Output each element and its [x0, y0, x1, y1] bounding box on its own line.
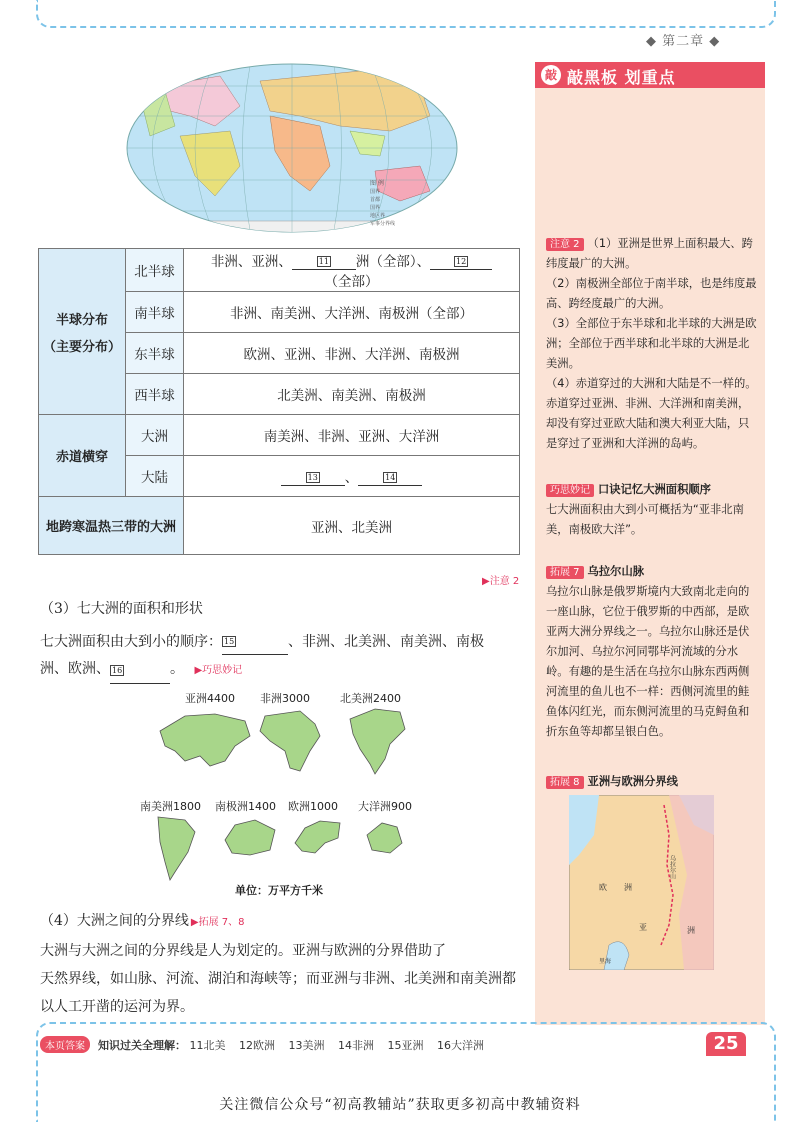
section3-heading: （3）七大洲的面积和形状 — [40, 601, 203, 617]
answer-item: 16大洋洲 — [437, 1039, 484, 1052]
europe-shape — [290, 813, 345, 858]
legend-title: 图 例 — [370, 180, 384, 187]
answer-blank-16[interactable]: 16 — [110, 657, 170, 684]
section3-line2: 洲、欧洲、 16 。 ▶巧思妙记 — [40, 656, 525, 684]
row-label-landmass: 大陆 — [126, 456, 184, 497]
page-number: 25 — [706, 1032, 746, 1056]
continent-label-asia: 亚洲4400 — [185, 692, 235, 705]
legend-item: 国界 — [370, 205, 381, 211]
continent-shapes-figure — [130, 690, 450, 900]
antarctica-shape — [220, 815, 280, 860]
row-east-content: 欧洲、亚洲、非洲、大洋洲、南极洲 — [184, 333, 520, 374]
bottom-promo-note: 关注微信公众号“初高教辅站”获取更多初高中教辅资料 — [219, 1097, 581, 1113]
map-label-caspian: 里海 — [599, 958, 612, 965]
oceania-shape — [362, 815, 407, 860]
area-unit-label: 单位：万平方千米 — [235, 884, 323, 897]
answer-blank-13[interactable]: 13 — [281, 469, 345, 486]
section4-line3: 以人工开凿的运河为界。 — [40, 999, 194, 1015]
answer-bar — [40, 1036, 700, 1058]
legend-item: 地区界 — [370, 213, 386, 219]
answer-item: 14非洲 — [338, 1039, 374, 1052]
sidebar-title: 敲黑板 划重点 — [567, 68, 676, 87]
extension-reference[interactable]: ▶拓展 7、8 — [190, 917, 245, 928]
ext7-block — [546, 562, 758, 742]
note2-tag: 注意 2 — [546, 238, 584, 251]
tip-text: 七大洲面积由大到小可概括为“亚非北南美，南极欧大洋”。 — [546, 503, 744, 536]
group-equator: 赤道横穿 — [39, 415, 126, 497]
row-label-west: 西半球 — [126, 374, 184, 415]
section4-heading: （4）大洲之间的分界线 ▶拓展 7、8 — [40, 913, 245, 929]
row-continent-content: 南美洲、非洲、亚洲、大洋洲 — [184, 415, 520, 456]
asia-shape — [155, 706, 255, 776]
hemisphere-table — [38, 248, 520, 555]
row-north-content: 非洲、亚洲、 11 洲（全部）、 12（全部） — [184, 249, 520, 292]
group-three-zones: 地跨寒温热三带的大洲 — [39, 497, 184, 555]
tip-title: 口诀记忆大洲面积顺序 — [598, 483, 711, 496]
continent-label-north-america: 北美洲2400 — [340, 692, 401, 705]
note-reference[interactable]: ▶注意 2 — [482, 576, 520, 587]
note2-item-1: （1）亚洲是世界上面积最大、跨纬度最广的大洲。 — [546, 237, 753, 270]
row-landmass-content: 13 、 14 — [184, 456, 520, 497]
section4-line2: 天然界线，如山脉、河流、湖泊和海峡等；而亚洲与非洲、北美洲和南美洲都 — [40, 971, 516, 987]
ext7-title: 乌拉尔山脉 — [587, 565, 645, 578]
section4-line1: 大洲与大洲之间的分界线是人为划定的。亚洲与欧洲的分界借助了 — [40, 943, 446, 959]
continent-label-oceania: 大洋洲900 — [358, 800, 412, 813]
top-decorative-frame — [36, 0, 776, 28]
ext8-title: 亚洲与欧洲分界线 — [587, 775, 678, 788]
section3-line1: 七大洲面积由大到小的顺序： 15 、非洲、北美洲、南美洲、南极 — [40, 628, 525, 655]
ext7-text: 乌拉尔山脉是俄罗斯境内大致南北走向的一座山脉，它位于俄罗斯的中西部，是欧亚两大洲分界线之一。乌拉尔山脉还是伏尔加河、乌拉尔河同鄂毕河流域的分水岭。有趣的是生活在乌拉尔山脉东西两侧河流里的鱼儿也不一样：西侧河流里的鲑鱼体闪红光，而东侧河流里的马克鲟鱼和折东鱼等却都呈银白色。 — [546, 585, 750, 738]
map-label-ya: 亚 — [639, 923, 647, 932]
sidebar-logo-icon: 敲 — [541, 65, 561, 85]
continent-label-antarctica: 南极洲1400 — [215, 800, 276, 813]
note2-block — [546, 234, 758, 454]
group-hemisphere-distribution: 半球分布 （主要分布） — [39, 249, 126, 415]
note2-item-3: （3）全部位于东半球和北半球的大洲是欧洲；全部位于西半球和北半球的大洲是北美洲。 — [546, 317, 757, 370]
ext8-tag: 拓展 8 — [546, 776, 584, 789]
map-label-ural: 乌拉尔山 — [668, 855, 676, 879]
note2-item-4: （4）赤道穿过的大洲和大陆是不一样的。赤道穿过亚洲、非洲、大洋洲和南美洲，却没有穿过亚欧大陆和澳大利亚大陆，只是穿过了亚洲和大洋洲的岛屿。 — [546, 377, 757, 450]
row-three-zones-content: 亚洲、北美洲 — [184, 497, 520, 555]
chapter-text: 第二章 — [662, 34, 705, 49]
row-label-continent: 大洲 — [126, 415, 184, 456]
north-america-shape — [345, 704, 410, 779]
map-label-zhou2: 洲 — [687, 926, 695, 935]
answer-blank-14[interactable]: 14 — [358, 469, 422, 486]
answer-item: 11北美 — [189, 1039, 226, 1052]
answer-blank-12[interactable]: 12 — [430, 253, 492, 270]
africa-shape — [255, 706, 330, 776]
map-label-zhou: 洲 — [624, 883, 632, 892]
row-label-north: 北半球 — [126, 249, 184, 292]
legend-item: 军事分界线 — [370, 221, 396, 227]
map-label-ou: 欧 — [599, 883, 607, 892]
legend-item: 国界 — [370, 189, 381, 195]
row-west-content: 北美洲、南美洲、南极洲 — [184, 374, 520, 415]
answer-blank-15[interactable]: 15 — [222, 628, 288, 655]
ext7-tag: 拓展 7 — [546, 566, 584, 579]
map-legend — [370, 180, 460, 232]
ext8-block — [546, 772, 758, 792]
legend-item: 首都 — [370, 197, 381, 203]
answer-item: 15亚洲 — [387, 1039, 424, 1052]
answer-item: 13美洲 — [288, 1039, 325, 1052]
south-america-shape — [150, 812, 200, 882]
tip-reference[interactable]: ▶巧思妙记 — [194, 665, 243, 676]
row-south-content: 非洲、南美洲、大洋洲、南极洲（全部） — [184, 292, 520, 333]
tip-tag: 巧思妙记 — [546, 484, 594, 497]
answer-blank-11[interactable]: 11 — [292, 253, 356, 270]
answer-tag: 本页答案 — [40, 1036, 90, 1053]
continent-label-south-america: 南美洲1800 — [140, 800, 201, 813]
eurasia-boundary-map — [569, 795, 714, 970]
row-label-south: 南半球 — [126, 292, 184, 333]
answer-label: 知识过关全理解： — [98, 1039, 186, 1052]
continent-label-europe: 欧洲1000 — [288, 800, 338, 813]
answer-item: 12欧洲 — [239, 1039, 275, 1052]
tip-block — [546, 480, 758, 540]
chapter-label: ◆ 第二章 ◆ — [646, 34, 721, 49]
row-label-east: 东半球 — [126, 333, 184, 374]
note2-item-2: （2）南极洲全部位于南半球，也是纬度最高、跨经度最广的大洲。 — [546, 277, 757, 310]
sidebar-header — [535, 62, 765, 88]
continent-label-africa: 非洲3000 — [260, 692, 310, 705]
